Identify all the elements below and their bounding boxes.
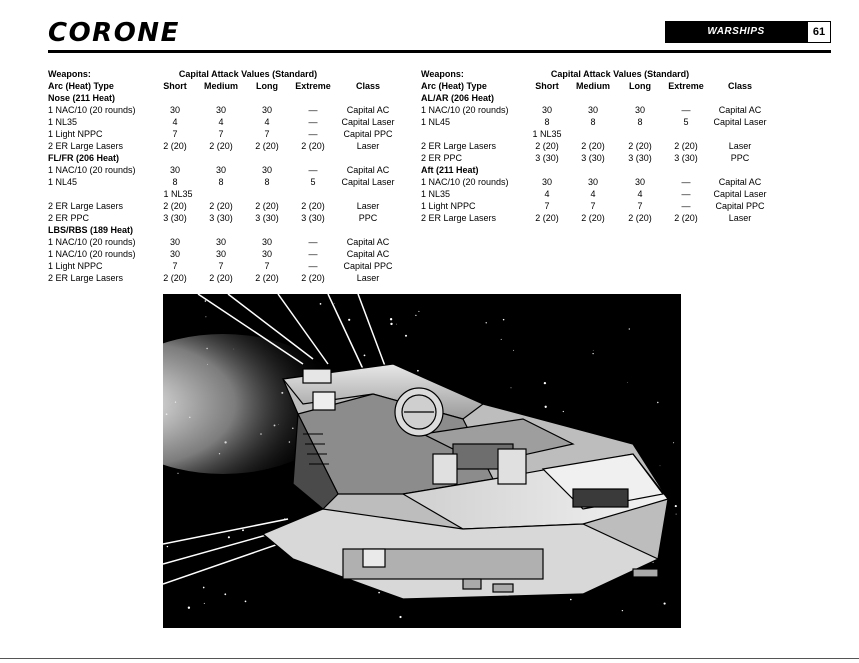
arc-header: Arc (Heat) Type (48, 81, 114, 91)
weapon-note-row (48, 188, 408, 200)
star (167, 546, 168, 547)
short-value: 3 (30) (535, 153, 559, 163)
star (675, 505, 677, 507)
star (405, 335, 407, 337)
medium-value: 2 (20) (209, 273, 233, 283)
weapon-name: 1 NAC/10 (20 rounds) (48, 105, 136, 115)
medium-header: Medium (575, 81, 611, 91)
extreme-value: 3 (30) (674, 153, 698, 163)
star (378, 592, 380, 594)
weapon-name: 1 NL45 (421, 117, 451, 127)
arc-heading-row (421, 92, 801, 104)
weapon-name: 1 NAC/10 (20 rounds) (421, 177, 509, 187)
arc-heading: FL/FR (206 Heat) (48, 153, 120, 163)
cav-header: Capital Attack Values (Standard) (178, 69, 318, 79)
arc-heading: LBS/RBS (189 Heat) (48, 225, 134, 235)
extreme-value: 2 (20) (301, 201, 325, 211)
short-value: 2 (20) (163, 273, 187, 283)
warship-illustration-svg (163, 294, 681, 628)
weapon-name: 1 NAC/10 (20 rounds) (421, 105, 509, 115)
arc-heading: Nose (211 Heat) (48, 93, 116, 103)
star (205, 316, 206, 317)
star (664, 603, 666, 605)
weapon-class: Laser (728, 141, 752, 151)
star (418, 311, 419, 312)
short-value: 30 (541, 105, 553, 115)
table-header-row (421, 68, 801, 80)
warship-illustration (163, 294, 681, 628)
weapons-table-left (48, 68, 408, 284)
star (348, 319, 350, 321)
weapon-row (48, 176, 408, 188)
extreme-header: Extreme (668, 81, 704, 91)
medium-value: 30 (215, 237, 227, 247)
star (204, 603, 205, 604)
weapon-note: 1 NL35 (163, 189, 193, 199)
weapon-name: 2 ER Large Lasers (48, 273, 124, 283)
long-value: 3 (30) (255, 213, 279, 223)
weapon-class: Capital PPC (343, 129, 393, 139)
weapon-row (421, 152, 801, 164)
medium-value: 30 (587, 105, 599, 115)
table-subheader-row (48, 80, 408, 92)
footer-rule (0, 658, 859, 659)
star (245, 601, 247, 603)
long-value: 8 (637, 117, 643, 127)
star (242, 529, 244, 531)
medium-value: 30 (215, 105, 227, 115)
weapon-name: 1 NL35 (48, 117, 78, 127)
star (570, 599, 572, 601)
medium-value: 3 (30) (581, 153, 605, 163)
ship-hull (263, 364, 668, 599)
star (203, 587, 205, 589)
extreme-value: 3 (30) (301, 213, 325, 223)
short-value: 2 (20) (535, 141, 559, 151)
weapon-row (48, 272, 408, 284)
weapon-name: 1 NAC/10 (20 rounds) (48, 237, 136, 247)
class-header: Class (727, 81, 753, 91)
page-number: 61 (807, 21, 831, 43)
medium-value: 30 (587, 177, 599, 187)
star (501, 339, 502, 340)
star (676, 514, 677, 515)
extreme-value: — (308, 165, 318, 175)
page-title: CORONE (48, 18, 180, 48)
extreme-value: 2 (20) (674, 141, 698, 151)
star (390, 323, 392, 325)
star (503, 319, 505, 321)
header-rule (48, 50, 831, 53)
star (486, 322, 487, 323)
star (657, 402, 658, 403)
star (188, 607, 190, 609)
weapon-class: Capital Laser (341, 117, 395, 127)
weapon-name: 2 ER PPC (48, 213, 90, 223)
medium-value: 7 (218, 129, 224, 139)
long-value: 4 (264, 117, 270, 127)
weapon-class: Laser (356, 201, 380, 211)
long-value: 8 (264, 177, 270, 187)
weapons-header: Weapons: (48, 69, 91, 79)
weapon-class: Capital AC (346, 249, 390, 259)
weapon-name: 1 Light NPPC (48, 261, 103, 271)
weapon-class: Laser (728, 213, 752, 223)
star (399, 616, 401, 618)
star (205, 300, 207, 302)
long-value: 30 (634, 177, 646, 187)
weapon-row (48, 164, 408, 176)
long-value: 30 (261, 165, 273, 175)
weapon-class: Laser (356, 273, 380, 283)
weapons-header: Weapons: (421, 69, 464, 79)
star (563, 411, 564, 412)
long-value: 2 (20) (255, 201, 279, 211)
weapons-table-left-body (48, 92, 408, 284)
extreme-value: — (681, 105, 691, 115)
arc-heading: Aft (211 Heat) (421, 165, 479, 175)
weapon-class: Capital AC (346, 165, 390, 175)
arc-header: Arc (Heat) Type (421, 81, 487, 91)
extreme-value: 5 (310, 177, 316, 187)
star (390, 318, 392, 320)
weapon-name: 1 Light NPPC (48, 129, 103, 139)
medium-value: 2 (20) (209, 201, 233, 211)
short-header: Short (535, 81, 559, 91)
medium-value: 2 (20) (581, 213, 605, 223)
weapon-name: 2 ER PPC (421, 153, 463, 163)
weapon-row (48, 128, 408, 140)
star (224, 593, 226, 595)
long-value: 2 (20) (255, 141, 279, 151)
star (660, 465, 661, 466)
star (284, 518, 285, 519)
short-value: 30 (169, 165, 181, 175)
long-header: Long (629, 81, 651, 91)
weapon-row (48, 260, 408, 272)
weapon-class: PPC (358, 213, 378, 223)
weapon-class: Capital AC (718, 105, 762, 115)
weapon-name: 1 NAC/10 (20 rounds) (48, 165, 136, 175)
weapon-row (48, 140, 408, 152)
extreme-value: — (308, 129, 318, 139)
weapons-table-right (421, 68, 801, 224)
long-value: 2 (20) (255, 273, 279, 283)
extreme-value: — (681, 177, 691, 187)
weapon-row (48, 116, 408, 128)
weapon-name: 2 ER Large Lasers (48, 201, 124, 211)
extreme-value: — (681, 189, 691, 199)
medium-value: 8 (590, 117, 596, 127)
medium-value: 2 (20) (581, 141, 605, 151)
short-value: 8 (544, 117, 550, 127)
extreme-value: 2 (20) (674, 213, 698, 223)
weapon-class: Capital Laser (341, 177, 395, 187)
arc-heading-row (421, 164, 801, 176)
weapon-row (421, 188, 801, 200)
star (415, 315, 416, 316)
medium-value: 7 (590, 201, 596, 211)
weapon-row (48, 212, 408, 224)
weapon-name: 2 ER Large Lasers (48, 141, 124, 151)
star (622, 610, 623, 611)
short-value: 4 (172, 117, 178, 127)
arc-heading-row (48, 92, 408, 104)
short-value: 4 (544, 189, 550, 199)
section-label: WARSHIPS (665, 21, 807, 43)
weapon-note: 1 NL35 (532, 129, 562, 139)
star (673, 442, 674, 443)
star (592, 353, 593, 354)
short-value: 3 (30) (163, 213, 187, 223)
medium-value: 30 (215, 249, 227, 259)
long-value: 30 (261, 105, 273, 115)
short-value: 7 (172, 129, 178, 139)
extreme-value: — (308, 237, 318, 247)
weapon-name: 1 NL45 (48, 177, 78, 187)
star (334, 303, 335, 304)
arc-heading-row (48, 152, 408, 164)
long-value: 4 (637, 189, 643, 199)
weapon-row (48, 236, 408, 248)
star (396, 324, 397, 325)
short-value: 2 (20) (163, 201, 187, 211)
star (545, 406, 547, 408)
long-value: 7 (637, 201, 643, 211)
table-header-row (48, 68, 408, 80)
extreme-value: — (308, 117, 318, 127)
short-value: 7 (544, 201, 550, 211)
weapon-class: Capital Laser (713, 117, 767, 127)
long-header: Long (256, 81, 278, 91)
weapon-name: 2 ER Large Lasers (421, 141, 497, 151)
weapon-name: 1 Light NPPC (421, 201, 476, 211)
star (593, 350, 594, 351)
long-value: 3 (30) (628, 153, 652, 163)
short-value: 30 (169, 249, 181, 259)
short-value: 30 (169, 105, 181, 115)
medium-value: 2 (20) (209, 141, 233, 151)
weapon-row (421, 140, 801, 152)
extreme-value: — (681, 201, 691, 211)
extreme-value: 5 (683, 117, 689, 127)
medium-value: 4 (218, 117, 224, 127)
extreme-value: — (308, 249, 318, 259)
weapon-class: Capital AC (346, 105, 390, 115)
weapon-name: 2 ER Large Lasers (421, 213, 497, 223)
extreme-value: 2 (20) (301, 141, 325, 151)
weapon-name: 1 NAC/10 (20 rounds) (48, 249, 136, 259)
star (629, 328, 630, 329)
cav-header: Capital Attack Values (Standard) (550, 69, 690, 79)
weapons-table-right-body (421, 92, 801, 224)
short-value: 2 (20) (163, 141, 187, 151)
star (320, 303, 322, 305)
weapon-row (421, 176, 801, 188)
medium-header: Medium (203, 81, 239, 91)
extreme-value: 2 (20) (301, 273, 325, 283)
long-value: 2 (20) (628, 213, 652, 223)
long-value: 2 (20) (628, 141, 652, 151)
medium-value: 7 (218, 261, 224, 271)
medium-value: 3 (30) (209, 213, 233, 223)
table-subheader-row (421, 80, 801, 92)
long-value: 30 (261, 249, 273, 259)
weapon-class: Capital PPC (715, 201, 765, 211)
weapon-class: PPC (730, 153, 750, 163)
weapon-row (421, 116, 801, 128)
weapon-row (48, 104, 408, 116)
star (544, 382, 546, 384)
star (511, 387, 512, 388)
weapon-class: Laser (356, 141, 380, 151)
long-value: 7 (264, 129, 270, 139)
long-value: 30 (634, 105, 646, 115)
star (177, 473, 178, 474)
short-value: 8 (172, 177, 178, 187)
short-value: 30 (541, 177, 553, 187)
weapon-row (421, 200, 801, 212)
long-value: 30 (261, 237, 273, 247)
star (513, 350, 514, 351)
short-value: 2 (20) (535, 213, 559, 223)
medium-value: 30 (215, 165, 227, 175)
weapon-row (48, 248, 408, 260)
long-value: 7 (264, 261, 270, 271)
weapon-row (48, 200, 408, 212)
weapon-class: Capital Laser (713, 189, 767, 199)
star (228, 536, 230, 538)
arc-heading-row (48, 224, 408, 236)
short-value: 30 (169, 237, 181, 247)
weapon-note-row (421, 128, 801, 140)
star (417, 370, 419, 372)
star (364, 355, 366, 357)
extreme-value: — (308, 105, 318, 115)
weapon-class: Capital AC (346, 237, 390, 247)
arc-heading: AL/AR (206 Heat) (421, 93, 495, 103)
short-header: Short (163, 81, 187, 91)
medium-value: 8 (218, 177, 224, 187)
weapon-row (421, 212, 801, 224)
star (627, 382, 628, 383)
weapon-class: Capital AC (718, 177, 762, 187)
weapon-name: 1 NL35 (421, 189, 451, 199)
weapon-class: Capital PPC (343, 261, 393, 271)
weapon-row (421, 104, 801, 116)
extreme-header: Extreme (295, 81, 331, 91)
class-header: Class (355, 81, 381, 91)
extreme-value: — (308, 261, 318, 271)
medium-value: 4 (590, 189, 596, 199)
short-value: 7 (172, 261, 178, 271)
